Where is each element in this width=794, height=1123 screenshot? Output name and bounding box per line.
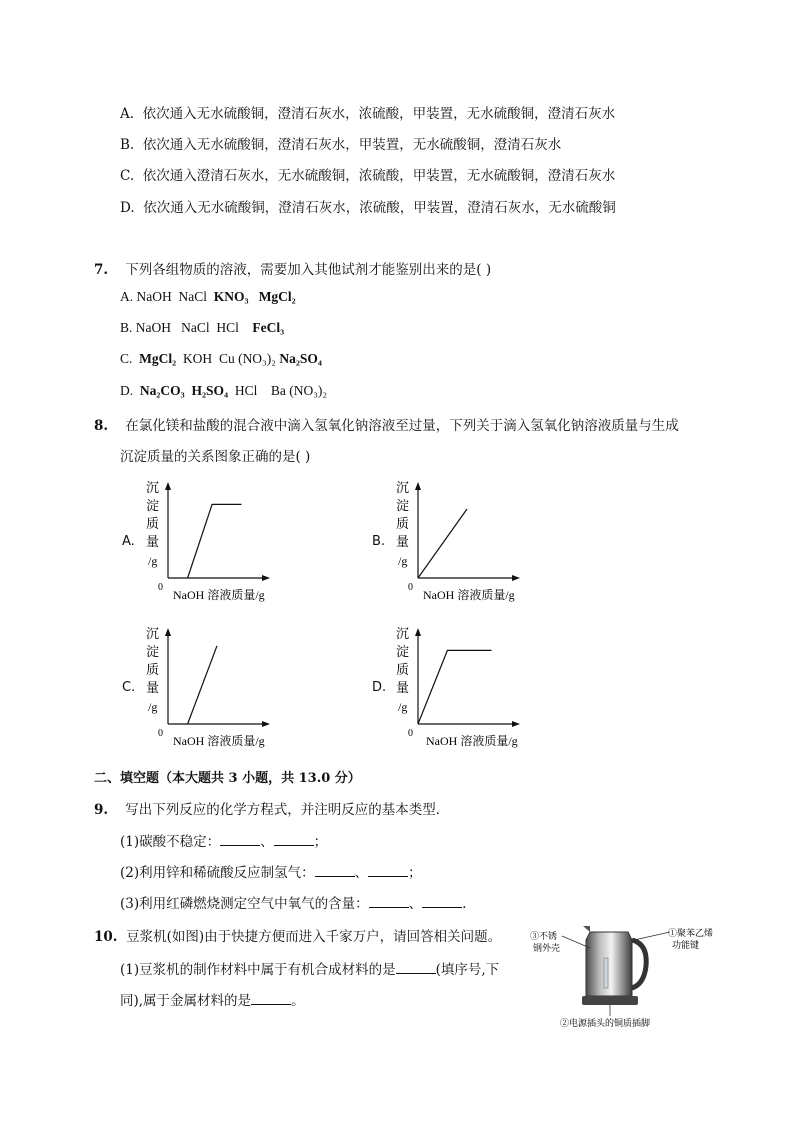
answer-blank[interactable] — [220, 833, 260, 846]
origin-label: 0 — [158, 728, 163, 739]
q7-option-d: D. Na₂CO₃ H₂SO₄ HCl Ba (NO₃)₂ — [120, 383, 328, 398]
y-axis-label — [146, 626, 159, 714]
svg-text:淀: 淀 — [396, 498, 410, 513]
q9-stem: 9. 写出下列反应的化学方程式，并注明反应的基本类型． — [94, 802, 450, 818]
q10-stem: 10. 豆浆机(如图)由于快捷方便而进入千家万户，请回答相关问题。 — [94, 929, 502, 945]
answer-blank[interactable] — [251, 992, 291, 1005]
series-line-b — [418, 509, 467, 578]
graph-d — [390, 624, 550, 752]
y-axis-label — [146, 480, 159, 568]
label-stainless-shell: ③不锈 — [530, 931, 558, 941]
q9-item-2: (2)利用锌和稀硫酸反应制氢气： 、 ； — [120, 865, 422, 881]
q6-option-b: B. 依次通入无水硫酸铜，澄清石灰水，甲装置，无水硫酸铜，澄清石灰水 — [120, 137, 562, 153]
svg-text:沉: 沉 — [396, 626, 410, 641]
svg-text:/g: /g — [398, 700, 408, 714]
q10-line-1: (1)豆浆机的制作材料中属于有机合成材料的是 (填序号,下 — [120, 962, 500, 978]
graph-b-label: B. — [372, 534, 386, 549]
q9-item-3: (3)利用红磷燃烧测定空气中氧气的含量： 、 . — [120, 896, 467, 912]
svg-text:淀: 淀 — [146, 644, 160, 659]
kettle-illustration — [528, 918, 714, 1030]
graph-c-label: C. — [122, 680, 136, 695]
answer-blank[interactable] — [369, 895, 409, 908]
y-axis-label — [396, 626, 409, 714]
svg-text:沉: 沉 — [146, 626, 160, 641]
svg-text:淀: 淀 — [396, 644, 410, 659]
answer-blank[interactable] — [315, 864, 355, 877]
kettle-icon — [582, 926, 646, 1005]
svg-text:/g: /g — [148, 700, 158, 714]
y-axis-label — [396, 480, 409, 568]
svg-text:/g: /g — [148, 554, 158, 568]
x-axis-arrow — [512, 575, 520, 581]
answer-blank[interactable] — [368, 864, 408, 877]
svg-text:量: 量 — [396, 680, 410, 695]
section-title: 二、填空题（本大题共 3 小题，共 13.0 分） — [94, 771, 361, 786]
q6-option-c: C. 依次通入澄清石灰水，无水硫酸铜，浓硫酸，甲装置，无水硫酸铜，澄清石灰水 — [120, 168, 616, 184]
series-line-c — [188, 646, 217, 724]
x-axis-label: NaOH 溶液质量/g — [426, 734, 518, 748]
svg-text:量: 量 — [146, 534, 160, 549]
answer-blank[interactable] — [422, 895, 462, 908]
label-polystyrene-key-2: 功能键 — [672, 940, 700, 950]
svg-text:质: 质 — [146, 662, 160, 677]
graph-d-label: D. — [372, 680, 387, 695]
y-axis-arrow — [415, 482, 421, 490]
origin-label: 0 — [408, 728, 413, 739]
svg-text:/g: /g — [398, 554, 408, 568]
svg-text:量: 量 — [146, 680, 160, 695]
y-axis-arrow — [165, 482, 171, 490]
svg-text:淀: 淀 — [146, 498, 160, 513]
answer-blank[interactable] — [396, 961, 436, 974]
y-axis-arrow — [165, 628, 171, 636]
graph-b — [390, 478, 550, 606]
q8-stem-line1: 8. 在氯化镁和盐酸的混合液中滴入氢氧化钠溶液至过量，下列关于滴入氢氧化钠溶液质量与生成 — [94, 418, 679, 434]
svg-text:质: 质 — [396, 516, 410, 531]
y-axis-arrow — [415, 628, 421, 636]
graph-a-label: A. — [122, 534, 135, 549]
q7-option-c: C. MgCl₂ KOH Cu (NO₃)₂ Na₂SO₄ — [120, 351, 322, 366]
q9-item-1: (1)碳酸不稳定： 、 ； — [120, 834, 328, 850]
x-axis-label: NaOH 溶液质量/g — [423, 588, 515, 602]
q10-line-2: 同),属于金属材料的是 。 — [120, 993, 305, 1009]
svg-text:沉: 沉 — [146, 480, 160, 495]
origin-label: 0 — [158, 582, 163, 593]
svg-text:质: 质 — [146, 516, 160, 531]
series-line-a — [188, 504, 242, 578]
q6-option-a: A. 依次通入无水硫酸铜，澄清石灰水，浓硫酸，甲装置，无水硫酸铜，澄清石灰水 — [120, 106, 616, 122]
series-line-d — [418, 650, 492, 724]
label-copper-pin: ②电源插头的铜质插脚 — [560, 1018, 651, 1028]
origin-label: 0 — [408, 582, 413, 593]
q7-stem: 7. 下列各组物质的溶液，需要加入其他试剂才能鉴别出来的是( ) — [94, 262, 492, 278]
svg-text:沉: 沉 — [396, 480, 410, 495]
label-stainless-shell-2: 钢外壳 — [533, 943, 561, 953]
label-polystyrene-key: ①聚苯乙烯 — [668, 928, 714, 938]
graph-c — [140, 624, 300, 752]
q6-option-d: D. 依次通入无水硫酸铜，澄清石灰水，浓硫酸，甲装置，澄清石灰水，无水硫酸铜 — [120, 200, 616, 216]
x-axis-arrow — [262, 575, 270, 581]
q8-stem-line2: 沉淀质量的关系图象正确的是( ) — [120, 449, 311, 465]
graph-a — [140, 478, 300, 606]
svg-text:质: 质 — [396, 662, 410, 677]
q7-option-a: A. NaOH NaCl KNO₃ MgCl₂ — [120, 289, 296, 304]
answer-blank[interactable] — [274, 833, 314, 846]
q7-option-b: B. NaOH NaCl HCl FeCl₃ — [120, 320, 285, 335]
x-axis-label: NaOH 溶液质量/g — [173, 588, 265, 602]
x-axis-label: NaOH 溶液质量/g — [173, 734, 265, 748]
x-axis-arrow — [262, 721, 270, 727]
svg-text:量: 量 — [396, 534, 410, 549]
x-axis-arrow — [512, 721, 520, 727]
